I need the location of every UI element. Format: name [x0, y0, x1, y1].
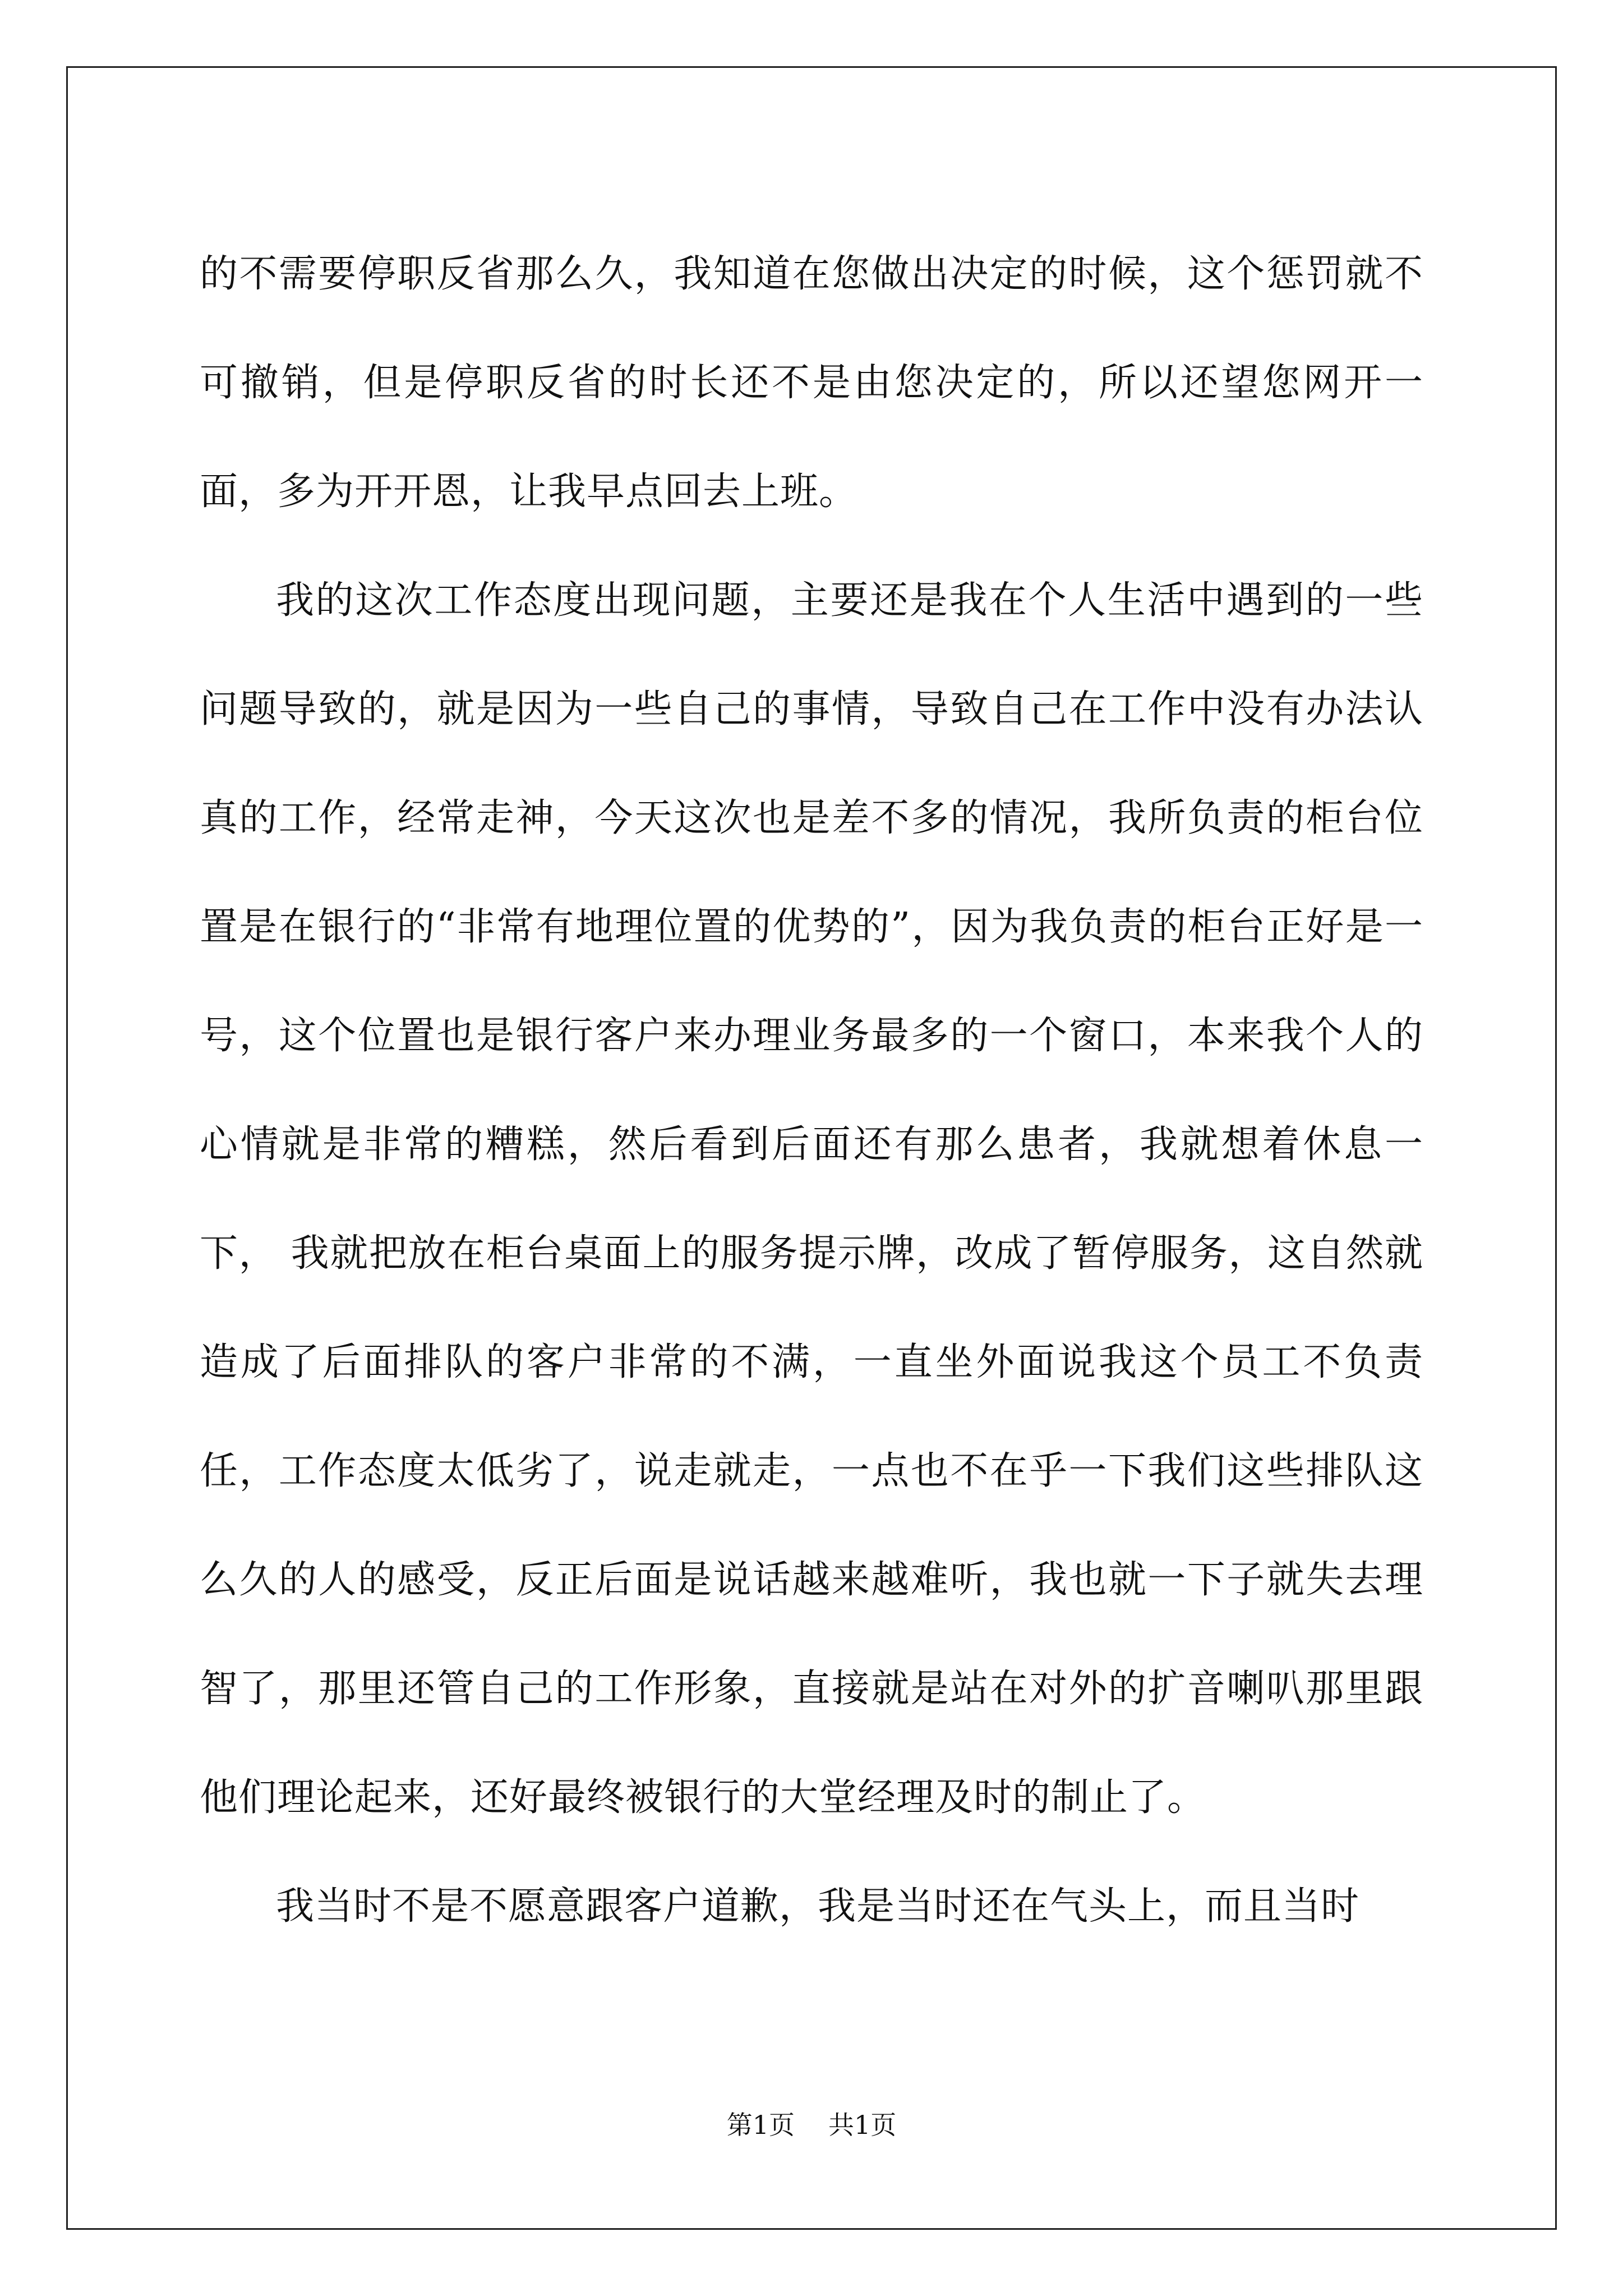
paragraph-1: 的不需要停职反省那么久，我知道在您做出决定的时候，这个惩罚就不可撤销，但是停职反省的时长还不是由您决定的，所以还望您网开一面，多为开开恩，让我早点回去上班。 — [200, 252, 1423, 514]
page-number-total: 共1页 — [828, 2110, 897, 2140]
page-number-current: 第1页 — [726, 2110, 795, 2140]
paragraph-3: 我当时不是不愿意跟客户道歉，我是当时还在气头上，而且当时 — [276, 1884, 1360, 1929]
paragraph-2: 我的这次工作态度出现问题，主要还是我在个人生活中遇到的一些问题导致的，就是因为一些自己的事情，导致自己在工作中没有办法认真的工作，经常走神，今天这次也是差不多的情况，我所负责的柜台位置是在银行的“非常有地理位置的优势的”，因为我负责的柜台正好是一号，这个位置也是银行客户来办理业务最多的一个窗口，本来我个人的心情就是非常的糟糕，然后看到后面还有那么患者，我就想着休息一下， 我就把放在柜台桌面上的服务提示牌，改成了暂停服务，这自然就造成了后面排队的客户非常的不满，一直坐外面说我这个员工不负责任，工作态度太低劣了，说走就走，一点也不在乎一下我们这些排队这么久的人的感受，反正后面是说话越来越难听，我也就一下子就失去理智了，那里还管自己的工作形象，直接就是站在对外的扩音喇叭那里跟他们理论起来，还好最终被银行的大堂经理及时的制止了。 — [200, 578, 1423, 1820]
page-footer — [0, 2108, 1623, 2142]
document-body — [200, 220, 1423, 1961]
